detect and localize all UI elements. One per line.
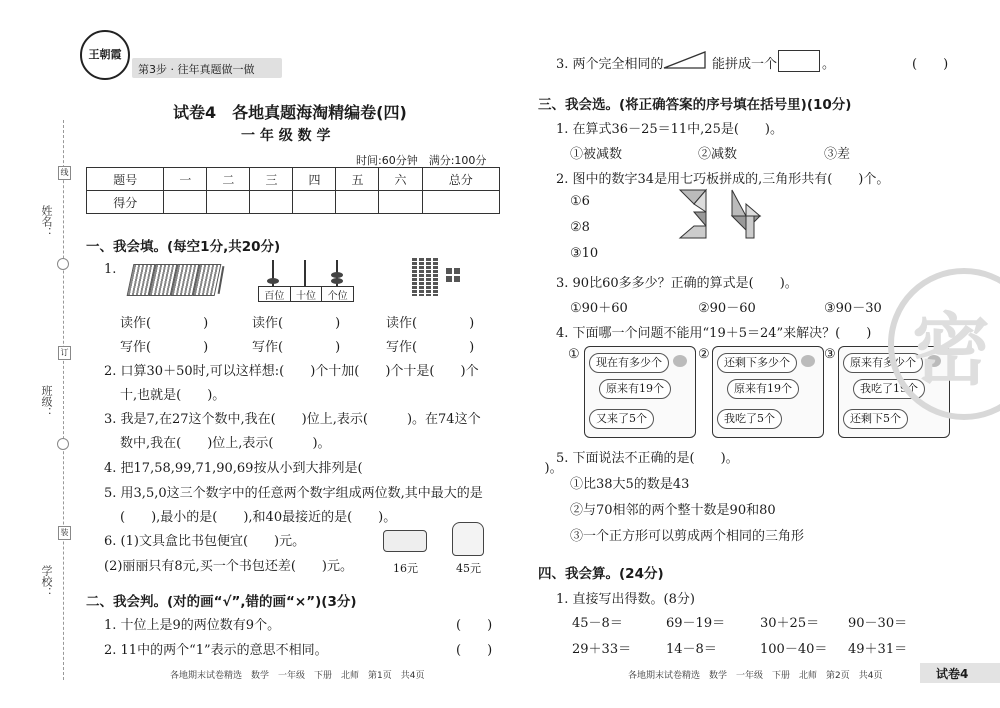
backpack-image (452, 522, 484, 556)
judge-3-answer[interactable]: ( ) (912, 57, 949, 72)
gutter-mark: 装 (58, 526, 71, 540)
judge-2: 2. 11中的两个“1”表示的意思不相同。 (104, 643, 328, 658)
speech-bubble: 我吃了19个 (853, 379, 925, 399)
score-input[interactable] (207, 191, 250, 214)
choice-3: 3. 90比60多多少？正确的算式是( )。 (556, 276, 798, 291)
write-as-3[interactable]: 写作( ) (386, 340, 475, 355)
choice-4-num[interactable]: ① (568, 347, 580, 362)
score-input[interactable] (336, 191, 379, 214)
tangram-34-image (676, 186, 776, 242)
watermark-text: 密 (912, 306, 991, 396)
choice-4-box-1[interactable] (584, 346, 696, 438)
question-3-line2: 数中,我在( )位上,表示( )。 (120, 436, 331, 451)
score-header-cell: 总分 (422, 168, 500, 191)
section-fill: 一、我会填。(每空1分,共20分) (86, 239, 281, 255)
score-header-cell: 五 (336, 168, 379, 191)
score-input[interactable] (379, 191, 422, 214)
speech-bubble: 原来有19个 (599, 379, 671, 399)
judge-3-post: 。 (822, 57, 836, 72)
speech-bubble: 还剩下5个 (843, 409, 908, 429)
step-banner (132, 58, 282, 78)
speech-bubble: 还剩下多少个 (717, 353, 797, 373)
choice-5-option[interactable]: ②与70相邻的两个整十数是90和80 (570, 503, 776, 518)
binding-hole (57, 258, 69, 270)
logo-text: 王朝霞 (88, 48, 122, 61)
score-table (86, 167, 500, 214)
name-label: 姓名： (40, 205, 53, 238)
question-number: 1. (104, 262, 117, 277)
speech-bubble: 原来有19个 (727, 379, 799, 399)
section-calc: 四、我会算。(24分) (538, 566, 664, 582)
score-input[interactable] (293, 191, 336, 214)
score-input[interactable] (164, 191, 207, 214)
binding-hole (57, 438, 69, 450)
choice-4-num[interactable]: ③ (824, 347, 836, 362)
score-header-cell: 题号 (87, 168, 164, 191)
score-header-cell: 二 (207, 168, 250, 191)
calc-item[interactable]: 69－19＝ (666, 616, 726, 631)
choice-1-option[interactable]: ②减数 (698, 147, 738, 162)
choice-5: 5. 下面说法不正确的是( )。 (556, 451, 739, 466)
speech-bubble: 现在有多少个 (589, 353, 669, 373)
score-input[interactable] (250, 191, 293, 214)
score-header-cell: 一 (164, 168, 207, 191)
calc-item[interactable]: 100－40＝ (760, 642, 828, 657)
calc-item[interactable]: 30＋25＝ (760, 616, 820, 631)
question-6-part2: (2)丽丽只有8元,买一个书包还差( )元。 (104, 559, 353, 574)
question-6-part1: 6. (1)文具盒比书包便宜( )元。 (104, 534, 306, 549)
speech-bubble: 原来有多少个 (843, 353, 923, 373)
triangle-icon (662, 50, 707, 70)
read-as-2[interactable]: 读作( ) (252, 316, 341, 331)
choice-4: 4. 下面哪一个问题不能用“19＋5＝24”来解决？( ) (556, 326, 872, 341)
calc-instruction: 1. 直接写出得数。(8分) (556, 592, 695, 607)
binding-line (63, 120, 64, 680)
section-choose: 三、我会选。(将正确答案的序号填在括号里)(10分) (538, 97, 852, 113)
pencil-case-image (383, 530, 427, 552)
page-tag-label: 试卷4 (936, 667, 969, 681)
calc-item[interactable]: 29＋33＝ (572, 642, 632, 657)
choice-4-num[interactable]: ② (698, 347, 710, 362)
choice-2-option[interactable]: ①6 (570, 194, 590, 209)
write-as-1[interactable]: 写作( ) (120, 340, 209, 355)
choice-1-option[interactable]: ①被减数 (570, 147, 623, 162)
section-judge: 二、我会判。(对的画“√”,错的画“×”)(3分) (86, 594, 357, 610)
abacus-image (258, 260, 352, 302)
judge-3-pre: 3. 两个完全相同的 (556, 57, 664, 72)
calc-item[interactable]: 14－8＝ (666, 642, 717, 657)
score-input[interactable] (422, 191, 500, 214)
read-as-3[interactable]: 读作( ) (386, 316, 475, 331)
judge-1-answer[interactable]: ( ) (456, 618, 493, 633)
judge-1: 1. 十位上是9的两位数有9个。 (104, 618, 281, 633)
avatar-icon (801, 355, 815, 367)
class-label: 班级： (40, 385, 53, 418)
gutter-mark: 线 (58, 166, 71, 180)
judge-2-answer[interactable]: ( ) (456, 643, 493, 658)
avatar-icon (673, 355, 687, 367)
choice-4-box-2[interactable] (712, 346, 824, 438)
question-5-line1: 5. 用3,5,0这三个数字中的任意两个数字组成两位数,其中最大的是 (104, 486, 483, 501)
score-row-label: 得分 (87, 191, 164, 214)
abacus-label: 十位 (291, 287, 323, 301)
gutter-mark: 订 (58, 346, 71, 360)
question-2-line1: 2. 口算30＋50时,可以这样想:( )个十加( )个十是( )个 (104, 364, 479, 379)
right-footer: 各地期末试卷精选 数学 一年级 下册 北师 第2页 共4页 (628, 671, 883, 681)
time-score: 时间:60分钟 满分:100分 (356, 154, 487, 167)
choice-3-option[interactable]: ①90＋60 (570, 301, 628, 316)
brand-logo (80, 30, 130, 80)
choice-2-option[interactable]: ②8 (570, 220, 590, 235)
choice-3-option[interactable]: ③90－30 (824, 301, 882, 316)
price-pencil-case: 16元 (393, 562, 418, 575)
step-label: 第3步 · 往年真题做一做 (138, 63, 255, 76)
left-footer: 各地期末试卷精选 数学 一年级 下册 北师 第1页 共4页 (170, 671, 425, 681)
score-header-cell: 六 (379, 168, 422, 191)
judge-3-mid: 能拼成一个 (712, 57, 778, 72)
choice-3-option[interactable]: ②90－60 (698, 301, 756, 316)
question-3-line1: 3. 我是7,在27这个数中,我在( )位上,表示( )。在74这个 (104, 412, 481, 427)
calc-item[interactable]: 49＋31＝ (848, 642, 908, 657)
school-label: 学校： (40, 565, 53, 598)
choice-1-option[interactable]: ③差 (824, 147, 851, 162)
choice-5-option[interactable]: ③一个正方形可以剪成两个相同的三角形 (570, 529, 805, 544)
abacus-label: 百位 (259, 287, 291, 301)
question-4: 4. 把17,58,99,71,90,69按从小到大排列是( )。 (104, 461, 563, 476)
abacus-label: 个位 (327, 291, 348, 302)
choice-2-option[interactable]: ③10 (570, 246, 599, 261)
square-icon (778, 50, 820, 72)
stick-bundles-image (128, 262, 228, 298)
speech-bubble: 又来了5个 (589, 409, 654, 429)
choice-2: 2. 图中的数字34是用七巧板拼成的,三角形共有( )个。 (556, 172, 890, 187)
score-header-cell: 三 (250, 168, 293, 191)
price-backpack: 45元 (456, 562, 481, 575)
page-subtitle: 一 年 级 数 学 (241, 128, 331, 144)
page-tag (920, 663, 1000, 683)
speech-bubble: 我吃了5个 (717, 409, 782, 429)
choice-1: 1. 在算式36－25＝11中,25是( )。 (556, 122, 783, 137)
counting-blocks-image (412, 258, 472, 298)
score-header-cell: 四 (293, 168, 336, 191)
calc-item[interactable]: 45－8＝ (572, 616, 623, 631)
question-2-line2: 十,也就是( )。 (120, 388, 226, 403)
choice-5-option[interactable]: ①比38大5的数是43 (570, 477, 690, 492)
write-as-2[interactable]: 写作( ) (252, 340, 341, 355)
page-title: 试卷4 各地真题海淘精编卷(四) (173, 103, 407, 122)
calc-item[interactable]: 90－30＝ (848, 616, 908, 631)
question-5-line2: ( ),最小的是( ),和40最接近的是( )。 (120, 510, 397, 525)
read-as-1[interactable]: 读作( ) (120, 316, 209, 331)
